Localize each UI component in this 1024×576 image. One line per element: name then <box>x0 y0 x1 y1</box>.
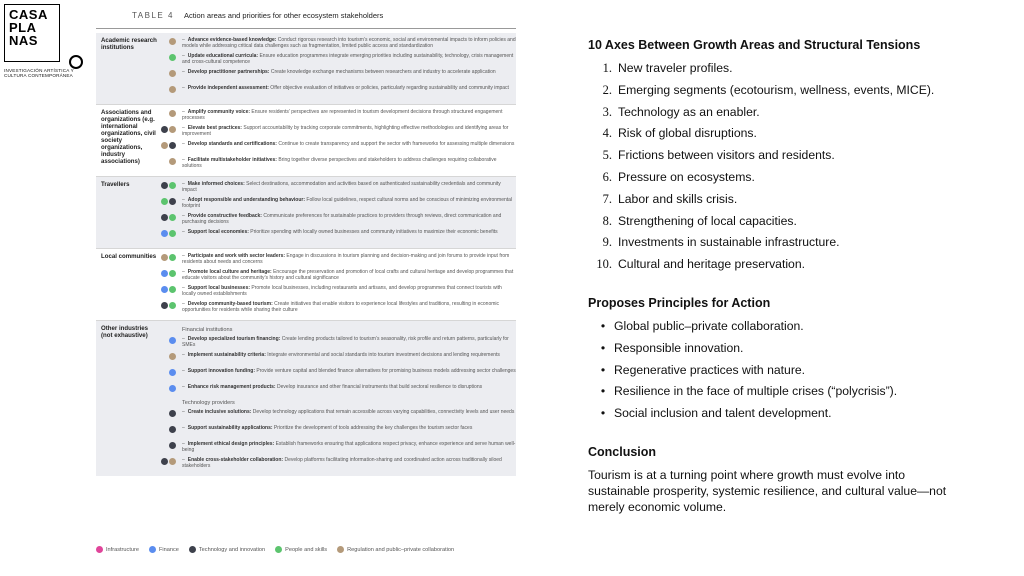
legend-label: People and skills <box>285 546 328 553</box>
category-dot-icon <box>169 38 176 45</box>
row-text <box>178 141 516 147</box>
table-section <box>96 177 516 249</box>
row-title: Develop standards and certifications: <box>187 141 277 147</box>
principle-text: Global public–private collaboration. <box>614 318 804 333</box>
table-row <box>158 157 516 171</box>
axes-list-item <box>594 123 988 145</box>
table-row <box>158 109 516 123</box>
dash: – <box>182 352 185 358</box>
legend-dot-icon <box>189 546 196 553</box>
bullet-icon: • <box>600 384 606 399</box>
row-title: Participate and work with sector leaders: <box>187 253 286 259</box>
category-dot-icon <box>169 158 176 165</box>
category-dot-icon <box>161 142 168 149</box>
bullet-icon: • <box>600 318 606 333</box>
axes-list-item <box>594 102 988 124</box>
section-body <box>158 37 516 101</box>
bullet-icon: • <box>600 340 606 355</box>
category-dot-icon <box>169 214 176 221</box>
section-label: Associations and organizations (e.g. international organizations, civil society organizations, industry associations) <box>101 109 156 165</box>
principles-list-item <box>594 381 988 403</box>
axes-number: 8. <box>602 213 612 228</box>
principle-text: Responsible innovation. <box>614 340 744 355</box>
row-title: Enhance risk management products: <box>187 384 276 390</box>
row-text <box>178 336 516 348</box>
row-text <box>178 352 516 358</box>
logo-line-2: PLA <box>9 20 37 35</box>
dash: – <box>182 457 185 463</box>
dash: – <box>182 181 185 187</box>
axes-text: Investments in sustainable infrastructure. <box>618 235 840 250</box>
axes-text: Frictions between visitors and residents. <box>618 148 835 163</box>
category-dots <box>158 85 178 93</box>
category-dot-icon <box>169 70 176 77</box>
category-dots <box>158 213 178 221</box>
logo-subtitle: INVESTIGACIÓN ARTÍSTICA Y CULTURA CONTEMPORÁNEA <box>4 68 74 79</box>
table-row <box>158 197 516 211</box>
row-text <box>178 368 516 374</box>
row-title: Make informed choices: <box>187 181 245 187</box>
table-panel <box>96 11 516 566</box>
row-description: Develop technology applications that remain accessible across varying capabilities, connectivity levels and user needs <box>251 409 515 415</box>
category-dot-icon <box>169 337 176 344</box>
dash: – <box>182 229 185 235</box>
table-row <box>158 269 516 283</box>
row-text <box>178 181 516 193</box>
category-dot-icon <box>169 410 176 417</box>
row-title: Support sustainability applications: <box>187 425 273 431</box>
section-label: Other industries (not exhaustive) <box>101 325 149 339</box>
row-description: Create lending products tailored to tourism’s seasonality, risk profile and return patterns, particularly for SMEs <box>182 336 509 349</box>
section-body <box>158 325 516 473</box>
dash: – <box>182 53 185 59</box>
category-dot-icon <box>161 254 168 261</box>
table-row <box>158 441 516 455</box>
category-dots <box>158 352 178 360</box>
section-label: Academic research institutions <box>101 37 157 51</box>
category-dot-icon <box>169 86 176 93</box>
category-dot-icon <box>161 302 168 309</box>
table-row <box>158 213 516 227</box>
row-description: Provide venture capital and blended finance alternatives for promising business models addressing sector challenges <box>255 368 516 374</box>
category-dots <box>158 253 178 261</box>
row-description: Integrate environmental and social standards into tourism investment decisions and lending requirements <box>265 352 500 358</box>
axes-text: Risk of global disruptions. <box>618 126 757 141</box>
row-title: Support local economies: <box>187 229 249 235</box>
category-dots <box>158 425 178 433</box>
table-row <box>158 457 516 471</box>
legend-label: Regulation and public–private collaboration <box>347 546 455 553</box>
dash: – <box>182 253 185 259</box>
row-text <box>178 109 516 121</box>
row-text <box>178 409 516 415</box>
category-dots <box>158 125 178 133</box>
bullet-icon: • <box>600 362 606 377</box>
axes-number: 2. <box>602 82 612 97</box>
table-sections <box>96 33 516 476</box>
row-title: Provide independent assessment: <box>187 85 269 91</box>
row-title: Amplify community voice: <box>187 109 251 115</box>
summary-column <box>588 38 988 515</box>
table-row <box>158 425 516 439</box>
row-text <box>178 229 516 235</box>
row-description: Offer objective evaluation of initiatives or policies, particularly regarding sustainability and community impact <box>268 85 509 91</box>
conclusion-text: Tourism is at a turning point where growth must evolve into sustainable prosperity, systemic resilience, and cultural value—not merely economic volume. <box>588 467 947 514</box>
row-title: Support innovation funding: <box>187 368 255 374</box>
dash: – <box>182 197 185 203</box>
category-dot-icon <box>161 458 168 465</box>
section-body <box>158 109 516 173</box>
legend-label: Infrastructure <box>106 546 139 553</box>
section-body <box>158 181 516 245</box>
row-text <box>178 285 516 297</box>
table-row <box>158 53 516 67</box>
axes-text: New traveler profiles. <box>618 61 733 75</box>
axes-text: Labor and skills crisis. <box>618 191 738 206</box>
conclusion-heading: Conclusion <box>588 444 657 459</box>
category-dot-icon <box>161 126 168 133</box>
row-title: Develop community-based tourism: <box>187 301 273 307</box>
category-dot-icon <box>169 286 176 293</box>
row-text <box>178 457 516 469</box>
category-dots <box>158 157 178 165</box>
row-text <box>178 384 516 390</box>
principles-list-item <box>594 403 988 425</box>
legend-item <box>275 546 327 553</box>
dash: – <box>182 85 185 91</box>
row-text <box>178 269 516 281</box>
section-body <box>158 253 516 317</box>
category-dot-icon <box>161 230 168 237</box>
row-title: Implement ethical design principles: <box>187 441 275 447</box>
logo <box>4 4 88 79</box>
category-dots <box>158 409 178 417</box>
dash: – <box>182 425 185 431</box>
category-dots <box>158 301 178 309</box>
row-text <box>178 441 516 453</box>
axes-list-item <box>594 189 988 211</box>
axes-list-item <box>594 145 988 167</box>
table-section-other <box>96 321 516 476</box>
row-text <box>178 85 516 91</box>
axes-number: 6. <box>602 169 612 184</box>
table-section <box>96 249 516 321</box>
category-dot-icon <box>161 182 168 189</box>
category-dot-icon <box>169 254 176 261</box>
axes-list-item <box>594 254 988 276</box>
table-row <box>158 229 516 243</box>
axes-list <box>594 58 988 276</box>
axes-number: 4. <box>602 126 612 141</box>
category-dot-icon <box>169 353 176 360</box>
table-row <box>158 368 516 382</box>
row-description: Promote local businesses, including restaurants and artisans, and develop programmes that connect tourists with locally owned establishments <box>182 285 502 298</box>
row-title: Advance evidence-based knowledge: <box>187 37 277 43</box>
subhead-financial: Financial institutions <box>182 327 233 333</box>
row-text <box>178 301 516 313</box>
row-description: Prioritize spending with locally owned businesses and community initiatives to maximize their economic benefits <box>248 229 498 235</box>
principles-list-item <box>594 360 988 382</box>
row-text <box>178 425 516 431</box>
table-row <box>158 253 516 267</box>
dash: – <box>182 109 185 115</box>
table-row <box>158 85 516 99</box>
row-title: Update educational curricula: <box>187 53 259 59</box>
section-label: Travellers <box>101 181 130 188</box>
logo-circle-icon <box>69 55 83 69</box>
category-dots <box>158 269 178 277</box>
axes-number: 10. <box>596 257 612 272</box>
category-dots <box>158 441 178 449</box>
table-title: Action areas and priorities for other ecosystem stakeholders <box>184 11 384 20</box>
principles-list-item <box>594 316 988 338</box>
axes-list-item <box>594 167 988 189</box>
row-text <box>178 37 516 49</box>
logo-box <box>4 4 60 62</box>
axes-number: 7. <box>602 191 612 206</box>
row-text <box>178 197 516 209</box>
row-text <box>178 157 516 169</box>
dash: – <box>182 125 185 131</box>
axes-list-item <box>594 80 988 102</box>
principles-list <box>594 316 988 425</box>
row-text <box>178 69 516 75</box>
axes-text: Technology as an enabler. <box>618 104 760 119</box>
legend-dot-icon <box>275 546 282 553</box>
category-dot-icon <box>161 270 168 277</box>
principles-heading: Proposes Principles for Action <box>588 295 771 310</box>
principle-text: Regenerative practices with nature. <box>614 362 806 377</box>
category-dot-icon <box>169 458 176 465</box>
table-row <box>158 352 516 366</box>
table-row <box>158 181 516 195</box>
category-dots <box>158 336 178 344</box>
axes-number: 9. <box>602 235 612 250</box>
principle-text: Social inclusion and talent development. <box>614 406 832 421</box>
dash: – <box>182 368 185 374</box>
table-row <box>158 285 516 299</box>
axes-list-item <box>594 232 988 254</box>
row-title: Develop practitioner partnerships: <box>187 69 270 75</box>
row-description: Create knowledge exchange mechanisms between researchers and industry to accelerate application <box>269 69 496 75</box>
category-dot-icon <box>161 198 168 205</box>
table-row <box>158 384 516 398</box>
legend-dot-icon <box>149 546 156 553</box>
legend-label: Finance <box>158 546 179 553</box>
row-description: Continue to create transparency and support the sector with frameworks for assessing multiple dimensions <box>276 141 515 147</box>
category-dot-icon <box>169 182 176 189</box>
row-title: Enable cross-stakeholder collaboration: <box>187 457 284 463</box>
row-title: Support local businesses: <box>187 285 251 291</box>
row-description: Create initiatives that enable visitors to experience local lifestyles and traditions, resulting in economic opportunities for residents while sharing their culture <box>182 301 500 314</box>
row-description: Ensure residents’ perspectives are represented in tourism development decisions through structured engagement processes <box>182 109 503 122</box>
row-text <box>178 213 516 225</box>
dash: – <box>182 409 185 415</box>
axes-number: 5. <box>602 148 612 163</box>
table-row <box>158 141 516 155</box>
category-dot-icon <box>169 110 176 117</box>
table-number: TABLE 4 <box>132 11 174 20</box>
category-dot-icon <box>169 302 176 309</box>
dash: – <box>182 285 185 291</box>
category-dots <box>158 37 178 45</box>
dash: – <box>182 301 185 307</box>
row-title: Develop specialized tourism financing: <box>187 336 281 342</box>
category-dots <box>158 229 178 237</box>
dash: – <box>182 441 185 447</box>
legend-dot-icon <box>337 546 344 553</box>
dash: – <box>182 384 185 390</box>
category-dots <box>158 384 178 392</box>
row-text <box>178 253 516 265</box>
row-description: Conduct rigorous research into tourism’s economic, social and environmental impacts to inform policies and models while addressing critical data challenges such as fragmentation, limited public access and standardization <box>182 37 516 50</box>
row-description: Ensure education programmes integrate emerging priorities including sustainability, technology, crisis management and cross-cultural competence <box>182 53 514 66</box>
category-dot-icon <box>161 214 168 221</box>
category-dot-icon <box>161 286 168 293</box>
legend-item <box>149 546 179 553</box>
row-description: Develop insurance and other financial instruments that build sectoral resilience to disruptions <box>275 384 483 390</box>
row-description: Prioritize the development of tools addressing the key challenges the tourism sector faces <box>272 425 473 431</box>
category-dot-icon <box>169 230 176 237</box>
row-description: Develop platforms facilitating information-sharing and coordinated action across traditionally siloed stakeholders <box>182 457 502 470</box>
row-text <box>178 125 516 137</box>
legend-item <box>96 546 139 553</box>
category-dot-icon <box>169 426 176 433</box>
row-description: Support accountability by tracking corporate commitments, highlighting effective methodologies and identifying areas for improvement <box>182 125 509 138</box>
category-dots <box>158 457 178 465</box>
category-dot-icon <box>169 369 176 376</box>
axes-text: Emerging segments (ecotourism, wellness, events, MICE). <box>618 82 935 97</box>
legend-item <box>337 546 454 553</box>
axes-text: Cultural and heritage preservation. <box>618 257 805 272</box>
dash: – <box>182 269 185 275</box>
axes-list-item <box>594 211 988 233</box>
legend-label: Technology and innovation <box>198 546 266 553</box>
axes-text: Strengthening of local capacities. <box>618 213 797 228</box>
dash: – <box>182 69 185 75</box>
legend <box>96 546 454 553</box>
category-dots <box>158 285 178 293</box>
dash: – <box>182 37 185 43</box>
axes-list-item <box>594 58 988 80</box>
bullet-icon: • <box>600 406 606 421</box>
category-dots <box>158 181 178 189</box>
row-description: Communicate preferences for sustainable practices to providers through reviews, direct communication and purchasing decisions <box>182 213 502 226</box>
row-description: Encourage the preservation and promotion of local crafts and cultural heritage and develop programmes that educate visitors about the community’s history and cultural significance <box>182 269 514 282</box>
axes-number: 1. <box>602 61 612 75</box>
dash: – <box>182 213 185 219</box>
category-dots <box>158 53 178 61</box>
category-dot-icon <box>169 442 176 449</box>
category-dot-icon <box>169 126 176 133</box>
axes-number: 3. <box>602 104 612 119</box>
section-label: Local communities <box>101 253 157 260</box>
table-row <box>158 37 516 51</box>
subhead-technology: Technology providers <box>182 400 235 406</box>
row-description: Bring together diverse perspectives and stakeholders to address challenges requiring collaborative solutions <box>182 157 497 170</box>
category-dots <box>158 368 178 376</box>
category-dot-icon <box>169 198 176 205</box>
row-title: Adopt responsible and understanding behaviour: <box>187 197 306 203</box>
row-title: Create inclusive solutions: <box>187 409 252 415</box>
principles-list-item <box>594 338 988 360</box>
category-dots <box>158 141 178 149</box>
row-description: Follow local guidelines, respect cultural norms and be conscious of minimizing environmental footprint <box>182 197 513 210</box>
category-dot-icon <box>169 54 176 61</box>
dash: – <box>182 141 185 147</box>
row-title: Implement sustainability criteria: <box>187 352 266 358</box>
table-section <box>96 33 516 105</box>
dash: – <box>182 157 185 163</box>
axes-heading: 10 Axes Between Growth Areas and Structural Tensions <box>588 38 921 52</box>
logo-line-1: CASA <box>9 7 48 22</box>
table-header <box>96 11 516 29</box>
table-row <box>158 301 516 315</box>
row-title: Facilitate multistakeholder initiatives: <box>187 157 277 163</box>
row-title: Promote local culture and heritage: <box>187 269 272 275</box>
row-description: Establish frameworks ensuring that applications respect privacy, enhance experience and serve human well-being <box>182 441 516 454</box>
table-row <box>158 336 516 350</box>
category-dot-icon <box>169 385 176 392</box>
table-row <box>158 69 516 83</box>
legend-dot-icon <box>96 546 103 553</box>
dash: – <box>182 336 185 342</box>
row-description: Select destinations, accommodation and activities based on authenticated sustainability credentials and community impact <box>182 181 501 194</box>
principle-text: Resilience in the face of multiple crises (“polycrisis”). <box>614 384 898 399</box>
axes-text: Pressure on ecosystems. <box>618 169 755 184</box>
logo-line-3: NAS <box>9 33 38 48</box>
category-dot-icon <box>169 270 176 277</box>
row-text <box>178 53 516 65</box>
legend-item <box>189 546 265 553</box>
category-dots <box>158 69 178 77</box>
table-section <box>96 105 516 177</box>
table-row <box>158 409 516 423</box>
row-title: Elevate best practices: <box>187 125 242 131</box>
row-title: Provide constructive feedback: <box>187 213 262 219</box>
category-dots <box>158 109 178 117</box>
row-description: Engage in discussions in tourism planning and decision-making and join forums to provide input from residents about needs and concerns <box>182 253 510 266</box>
category-dot-icon <box>169 142 176 149</box>
table-row <box>158 125 516 139</box>
category-dots <box>158 197 178 205</box>
